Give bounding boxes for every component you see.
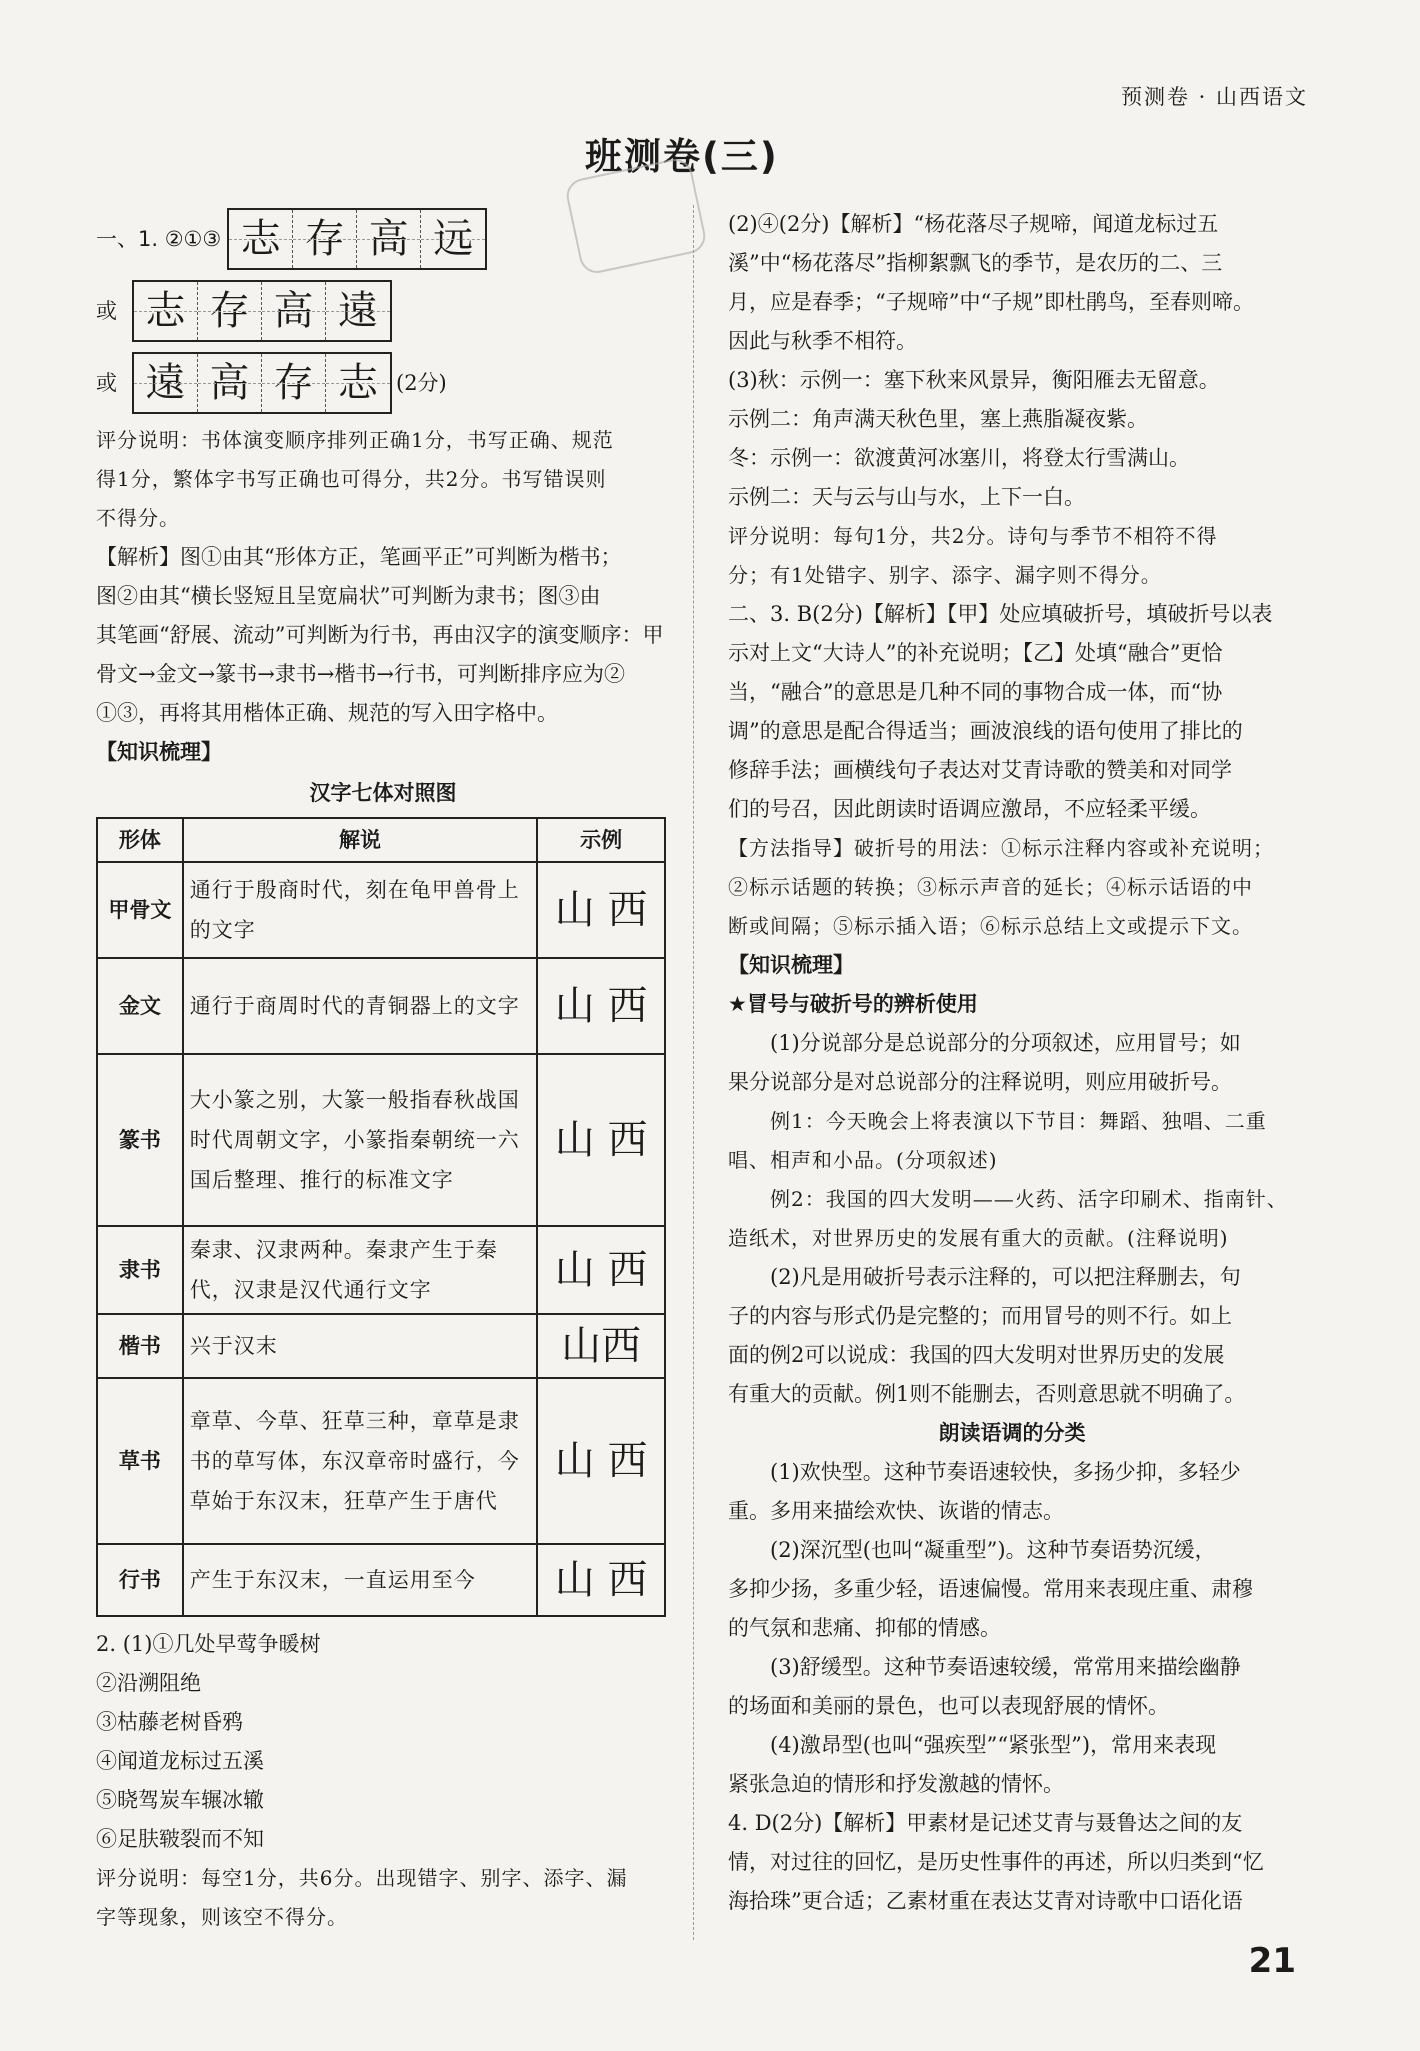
grid-cell: 存 bbox=[293, 210, 357, 268]
desc-cell: 兴于汉末 bbox=[183, 1314, 538, 1378]
table-row bbox=[97, 1226, 665, 1314]
text-line: 评分说明：每句1分，共2分。诗句与季节不相符不得 bbox=[728, 524, 1218, 548]
form-cell: 楷书 bbox=[97, 1314, 183, 1378]
text-line: 【解析】图①由其“形体方正，笔画平正”可判断为楷书； bbox=[96, 545, 622, 569]
text-line: (2)深沉型(也叫“凝重型”)。这种节奏语势沉缓， bbox=[770, 1538, 1216, 1562]
grid-prefix: 或 bbox=[96, 298, 117, 323]
grid-cell: 志 bbox=[134, 282, 198, 340]
grid-row-3 bbox=[96, 349, 670, 417]
grid-cell: 高 bbox=[357, 210, 421, 268]
desc-cell: 通行于殷商时代，刻在龟甲兽骨上的文字 bbox=[183, 862, 538, 958]
text-line: (1)分说部分是总说部分的分项叙述，应用冒号；如 bbox=[770, 1031, 1241, 1055]
desc-cell: 大小篆之别，大篆一般指春秋战国时代周朝文字，小篆指秦朝统一六国后整理、推行的标准文字 bbox=[183, 1054, 538, 1226]
left-column bbox=[96, 205, 670, 1937]
text-line: 分；有1处错字、别字、添字、漏字则不得分。 bbox=[728, 563, 1162, 587]
page-title: 班测卷(三) bbox=[585, 135, 779, 178]
text-line: 多抑少扬，多重少轻，语速偏慢。常用来表现庄重、肃穆 bbox=[728, 1577, 1253, 1601]
desc-cell: 产生于东汉末，一直运用至今 bbox=[183, 1544, 538, 1616]
score-note: (2分) bbox=[396, 370, 447, 395]
text-line: ①③，再将其用楷体正确、规范的写入田字格中。 bbox=[96, 701, 558, 725]
form-cell: 篆书 bbox=[97, 1054, 183, 1226]
form-cell: 草书 bbox=[97, 1378, 183, 1544]
answer-2 bbox=[96, 1625, 670, 1937]
text-line: 得1分，繁体字书写正确也可得分，共2分。书写错误则 bbox=[96, 467, 607, 491]
grid-cell: 遠 bbox=[326, 282, 390, 340]
text-line: 二、3. B(2分)【解析】【甲】处应填破折号，填破折号以表 bbox=[728, 602, 1273, 626]
writing-grid-2 bbox=[132, 280, 392, 342]
answer-3 bbox=[728, 595, 1296, 829]
form-cell: 甲骨文 bbox=[97, 862, 183, 958]
text-line: 例1：今天晚会上将表演以下节目：舞蹈、独唱、二重 bbox=[770, 1109, 1267, 1133]
text-line: (3)舒缓型。这种节奏语速较缓，常常用来描绘幽静 bbox=[770, 1655, 1241, 1679]
subheading-colon-dash: ★冒号与破折号的辨析使用 bbox=[728, 992, 978, 1016]
text-line: 【方法指导】破折号的用法：①标示注释内容或补充说明； bbox=[728, 836, 1274, 860]
text-line: 示对上文“大诗人”的补充说明；【乙】处填“融合”更恰 bbox=[728, 641, 1223, 665]
grid-cell: 存 bbox=[262, 354, 326, 412]
text-line: 骨文→金文→篆书→隶书→楷书→行书，可判断排序应为② bbox=[96, 662, 625, 686]
text-line: 唱、相声和小品。(分项叙述) bbox=[728, 1148, 998, 1172]
text-line: 海拾珠”更合适；乙素材重在表达艾青对诗歌中口语化语 bbox=[728, 1889, 1243, 1913]
text-line: 重。多用来描绘欢快、诙谐的情志。 bbox=[728, 1499, 1064, 1523]
page-number: 21 bbox=[1248, 1941, 1296, 1981]
text-line: 4. D(2分)【解析】甲素材是记述艾青与聂鲁达之间的友 bbox=[728, 1811, 1243, 1835]
text-line: 2. (1)①几处早莺争暖树 bbox=[96, 1632, 321, 1656]
grid-row-2 bbox=[96, 277, 670, 345]
text-line: 评分说明：每空1分，共6分。出现错字、别字、添字、漏 bbox=[96, 1866, 628, 1890]
knowledge-heading: 【知识梳理】 bbox=[96, 740, 222, 764]
text-line: 字等现象，则该空不得分。 bbox=[96, 1905, 348, 1929]
text-line: 子的内容与形式仍是完整的；而用冒号的则不行。如上 bbox=[728, 1304, 1232, 1328]
example-glyph: 山 西 bbox=[537, 1226, 665, 1314]
text-line: ⑤晓驾炭车辗冰辙 bbox=[96, 1788, 264, 1812]
example-glyph: 山西 bbox=[537, 1314, 665, 1378]
text-line: 调”的意思是配合得适当；画波浪线的语句使用了排比的 bbox=[728, 719, 1243, 743]
table-row bbox=[97, 862, 665, 958]
method-guide bbox=[728, 829, 1296, 946]
writing-grid-3 bbox=[132, 352, 392, 414]
text-line: 其笔画“舒展、流动”可判断为行书，再由汉字的演变顺序：甲 bbox=[96, 623, 664, 647]
example-glyph: 山 西 bbox=[537, 1378, 665, 1544]
text-line: 有重大的贡献。例1则不能删去，否则意思就不明确了。 bbox=[728, 1382, 1246, 1406]
grid-cell: 遠 bbox=[134, 354, 198, 412]
desc-cell: 通行于商周时代的青铜器上的文字 bbox=[183, 958, 538, 1054]
grid-row-1 bbox=[96, 205, 670, 273]
text-line: ②沿溯阻绝 bbox=[96, 1671, 201, 1695]
grid-cell: 存 bbox=[198, 282, 262, 340]
grid-cell: 高 bbox=[198, 354, 262, 412]
grid-cell: 远 bbox=[421, 210, 485, 268]
text-line: 面的例2可以说成：我国的四大发明对世界历史的发展 bbox=[728, 1343, 1225, 1367]
text-line: 紧张急迫的情形和抒发激越的情怀。 bbox=[728, 1772, 1064, 1796]
form-cell: 行书 bbox=[97, 1544, 183, 1616]
example-glyph: 山 西 bbox=[537, 958, 665, 1054]
grid-cell: 高 bbox=[262, 282, 326, 340]
question-1-label: 一、1. ②①③ bbox=[96, 226, 222, 251]
text-line: 果分说部分是对总说部分的注释说明，则应用破折号。 bbox=[728, 1070, 1232, 1094]
table-row bbox=[97, 1544, 665, 1616]
text-line: 的场面和美丽的景色，也可以表现舒展的情怀。 bbox=[728, 1694, 1169, 1718]
text-line: 不得分。 bbox=[96, 506, 180, 530]
scoring-note-1 bbox=[96, 421, 670, 538]
grid-cell: 志 bbox=[229, 210, 293, 268]
example-glyph: 山 西 bbox=[537, 1054, 665, 1226]
text-line: 当，“融合”的意思是几种不同的事物合成一体，而“协 bbox=[728, 680, 1223, 704]
desc-cell: 秦隶、汉隶两种。秦隶产生于秦代，汉隶是汉代通行文字 bbox=[183, 1226, 538, 1314]
table-row bbox=[97, 958, 665, 1054]
text-line: (2)凡是用破折号表示注释的，可以把注释删去，句 bbox=[770, 1265, 1241, 1289]
form-cell: 隶书 bbox=[97, 1226, 183, 1314]
writing-grid-1 bbox=[227, 208, 487, 270]
table-header-row bbox=[97, 818, 665, 862]
grid-prefix: 或 bbox=[96, 370, 117, 395]
text-line: ②标示话题的转换；③标示声音的延长；④标示话语的中 bbox=[728, 875, 1253, 899]
table-row bbox=[97, 1054, 665, 1226]
answer-2-2 bbox=[728, 205, 1296, 361]
text-line: 溪”中“杨花落尽”指柳絮飘飞的季节，是农历的二、三 bbox=[728, 251, 1223, 275]
subheading-intonation: 朗读语调的分类 bbox=[938, 1421, 1086, 1445]
example-glyph: 山 西 bbox=[537, 1544, 665, 1616]
text-line: ③枯藤老树昏鸦 bbox=[96, 1710, 243, 1734]
text-line: ④闻道龙标过五溪 bbox=[96, 1749, 264, 1773]
text-line: 例2：我国的四大发明——火药、活字印刷术、指南针、 bbox=[770, 1187, 1288, 1211]
text-line: 示例二：角声满天秋色里，塞上燕脂凝夜紫。 bbox=[728, 407, 1148, 431]
text-line: 冬：示例一：欲渡黄河冰塞川，将登太行雪满山。 bbox=[728, 446, 1190, 470]
text-line: 的气氛和悲痛、抑郁的情感。 bbox=[728, 1616, 1001, 1640]
answer-4 bbox=[728, 1804, 1296, 1921]
text-line: ⑥足肤皲裂而不知 bbox=[96, 1827, 264, 1851]
table-row bbox=[97, 1314, 665, 1378]
text-line: 造纸术，对世界历史的发展有重大的贡献。(注释说明) bbox=[728, 1226, 1229, 1250]
analysis-1 bbox=[96, 538, 670, 733]
form-cell: 金文 bbox=[97, 958, 183, 1054]
colon-dash-explanation bbox=[728, 1024, 1296, 1414]
column-header: 示例 bbox=[537, 818, 665, 862]
example-glyph: 山 西 bbox=[537, 862, 665, 958]
text-line: 情，对过往的回忆，是历史性事件的再述，所以归类到“忆 bbox=[728, 1850, 1264, 1874]
table-row bbox=[97, 1378, 665, 1544]
text-line: 图②由其“横长竖短且呈宽扁状”可判断为隶书；图③由 bbox=[96, 584, 601, 608]
text-line: 评分说明：书体演变顺序排列正确1分，书写正确、规范 bbox=[96, 428, 614, 452]
knowledge-heading: 【知识梳理】 bbox=[728, 953, 854, 977]
text-line: 因此与秋季不相符。 bbox=[728, 329, 917, 353]
header-subject: 预测卷 · 山西语文 bbox=[1120, 85, 1308, 109]
column-header: 解说 bbox=[183, 818, 538, 862]
text-line: 们的号召，因此朗读时语调应激昂，不应轻柔平缓。 bbox=[728, 797, 1211, 821]
answer-2-3 bbox=[728, 361, 1296, 595]
text-line: 示例二：天与云与山与水，上下一白。 bbox=[728, 485, 1085, 509]
text-line: (2)④(2分)【解析】“杨花落尽子规啼，闻道龙标过五 bbox=[728, 212, 1219, 236]
intonation-types bbox=[728, 1453, 1296, 1804]
text-line: 修辞手法；画横线句子表达对艾青诗歌的赞美和对同学 bbox=[728, 758, 1232, 782]
right-column bbox=[728, 205, 1296, 1921]
script-comparison-table bbox=[96, 817, 666, 1617]
text-line: (1)欢快型。这种节奏语速较快，多扬少抑，多轻少 bbox=[770, 1460, 1241, 1484]
desc-cell: 章草、今草、狂草三种，章草是隶书的草写体，东汉章帝时盛行，今草始于东汉末，狂草产生于唐代 bbox=[183, 1378, 538, 1544]
grid-cell: 志 bbox=[326, 354, 390, 412]
text-line: 断或间隔；⑤标示插入语；⑥标示总结上文或提示下文。 bbox=[728, 914, 1253, 938]
column-divider bbox=[693, 205, 694, 1940]
text-line: (3)秋：示例一：塞下秋来风景异，衡阳雁去无留意。 bbox=[728, 368, 1220, 392]
table-caption: 汉字七体对照图 bbox=[309, 781, 457, 805]
column-header: 形体 bbox=[97, 818, 183, 862]
text-line: (4)激昂型(也叫“强疾型”“紧张型”)，常用来表现 bbox=[770, 1733, 1217, 1757]
text-line: 月，应是春季；“子规啼”中“子规”即杜鹃鸟，至春则啼。 bbox=[728, 290, 1254, 314]
